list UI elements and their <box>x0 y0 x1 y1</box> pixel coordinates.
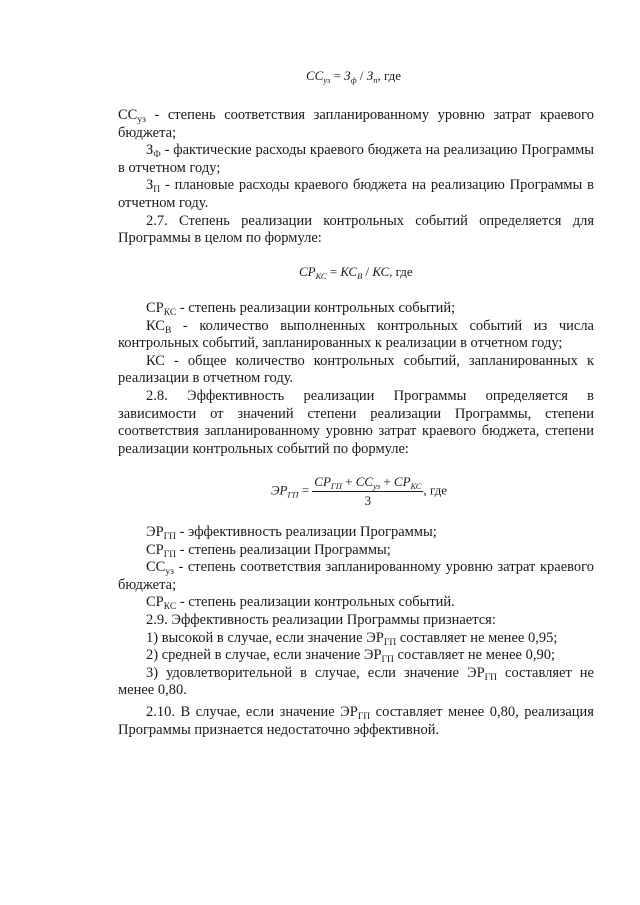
paragraph: $З_Ф$ - фактические расходы краевого бюджета на реализацию Программы в отчетном году; <box>118 142 594 176</box>
paragraph: 2.10. В случае, если значение $ЭР_{ГП}$ составляет менее 0,80, реализация Программы признается недостаточно эффективной. <box>118 703 594 738</box>
paragraph: $СР_{ГП}$ - степень реализации Программы; <box>146 541 391 560</box>
fraction <box>312 474 423 509</box>
fraction-numerator: $СР_{ГП} + СС_{уз} + СР_{КС}$ <box>314 474 422 491</box>
paragraph: $З_П$ - плановые расходы краевого бюджета на реализацию Программы в отчетном году. <box>118 177 594 211</box>
list-item: 3) удовлетворительной в случае, если значение $ЭР_{ГП}$ составляет не менее 0,80. <box>118 664 594 699</box>
formula-program-efficiency: $ЭР_{ГП}$ = $\frac{СР_{ГП} + СС_{уз} + СР_{КС}}{3}$ , где <box>271 474 448 508</box>
paragraph: $СР_{КС}$ - степень реализации контрольных событий; <box>146 300 456 318</box>
fraction-denominator: 3 <box>364 493 372 508</box>
formula-budget-compliance: $СС_{уз} = З_ф / З_п$, где <box>306 68 402 85</box>
paragraph: $ЭР_{ГП}$ - эффективность реализации Программы; <box>146 524 437 542</box>
paragraph: 2.7. Степень реализации контрольных событий определяется для Программы в целом по формуле: <box>118 212 594 247</box>
formula-control-events: $СР_{КС} = КС_В$ / КС, где <box>299 264 413 281</box>
paragraph: $КС_В$ - количество выполненных контрольных событий из числа контрольных событий, запланированных к реализации в отчетном году; <box>118 317 594 352</box>
definitions-block-1 <box>118 107 594 248</box>
paragraph: 2.9. Эффективность реализации Программы признается: <box>146 611 496 628</box>
paragraph: $СС_{уз}$ - степень соответствия запланированному уровню затрат краевого бюджета; <box>118 559 594 593</box>
list-item: 1) высокой в случае, если значение $ЭР_{ГП}$ составляет не менее 0,95; <box>146 629 558 648</box>
paragraph: $СР_{КС}$ - степень реализации контрольных событий. <box>146 594 455 613</box>
definitions-block-2 <box>118 300 594 458</box>
paragraph: КС - общее количество контрольных событий, запланированных к реализации в отчетном году. <box>118 352 594 387</box>
list-item: 2) средней в случае, если значение $ЭР_{ГП}$ составляет не менее 0,90; <box>146 647 556 666</box>
paragraph: $СС_{уз}$ - степень соответствия запланированному уровню затрат краевого бюджета; <box>118 107 594 141</box>
paragraph: 2.8. Эффективность реализации Программы определяется в зависимости от значений степени реализации Программы, степени соответствия запланированному уровню затрат краевого бюджета, степени реализации контрольных событий по формуле: <box>118 387 594 457</box>
definitions-block-3 <box>118 524 594 739</box>
